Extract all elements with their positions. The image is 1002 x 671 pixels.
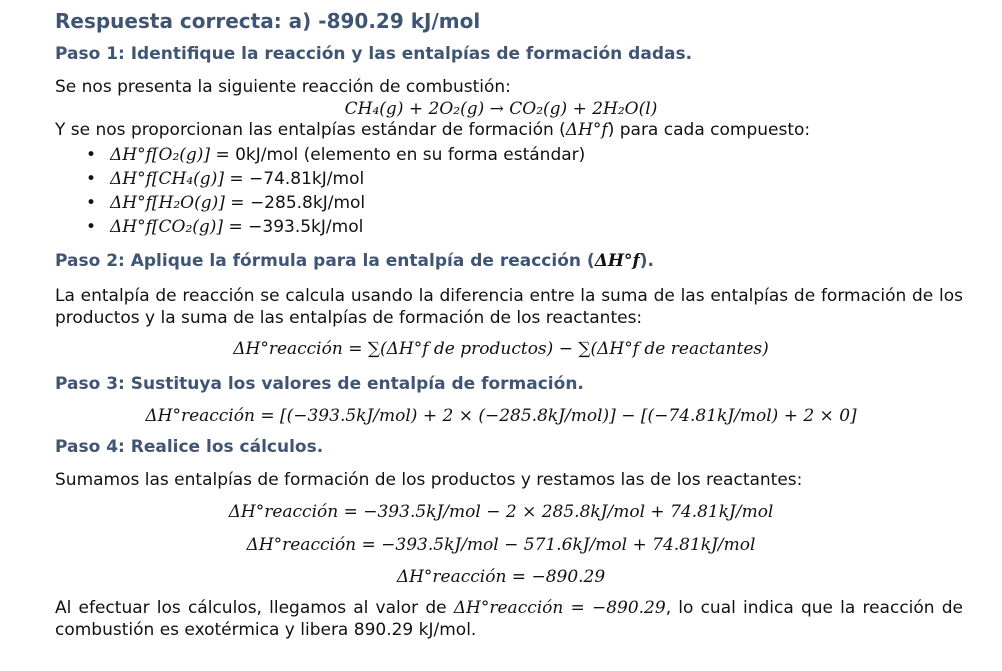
list-item [86,193,365,213]
enthalpy-formula: ΔH°reacción = ∑(ΔH°f de productos) − ∑(ΔH°f de reactantes) [233,339,769,359]
enthalpy-value: = −393.5kJ/mol [223,217,364,237]
combustion-reaction: CH₄(g) + 2O₂(g) → CO₂(g) + 2H₂O(l) [344,99,658,119]
enthalpy-symbol: ΔH°f[H₂O(g)] [110,193,225,213]
step1-intro: Se nos presenta la siguiente reacción de combustión: [55,77,511,97]
list-item [86,145,585,165]
step2-paragraph: La entalpía de reacción se calcula usando la diferencia entre la suma de las entalpías de formación de los productos y la suma de las entalpías de formación de los reactantes: [55,286,963,328]
given-intro-symbol: ΔH°f [565,120,608,140]
bullet-icon: • [86,145,97,165]
step4-intro: Sumamos las entalpías de formación de los productos y restamos las de los reactantes: [55,470,803,490]
bullet-icon: • [86,193,97,213]
enthalpy-value: = −74.81kJ/mol [223,169,365,189]
step2-heading-text-b: ). [639,251,654,271]
calculation-result: ΔH°reacción = −890.29 [396,567,606,587]
list-item [86,169,364,189]
given-intro [55,120,810,140]
calculation-line-2: ΔH°reacción = −393.5kJ/mol − 571.6kJ/mol + 74.81kJ/mol [246,535,756,555]
calculation-line-1: ΔH°reacción = −393.5kJ/mol − 2 × 285.8kJ/mol + 74.81kJ/mol [228,502,774,522]
enthalpy-symbol: ΔH°f[CH₄(g)] [110,169,224,189]
step2-heading-text-a: Paso 2: Aplique la fórmula para la entalpía de reacción ( [55,251,595,271]
conclusion-symbol: ΔH°reacción = −890.29 [453,598,666,618]
step2-heading-symbol: ΔH°f [594,251,640,271]
conclusion-paragraph [55,597,963,641]
bullet-icon: • [86,169,97,189]
given-intro-text-b: ) para cada compuesto: [607,120,811,140]
bullet-icon: • [86,217,97,237]
enthalpy-value: = 0kJ/mol (elemento en su forma estándar) [210,145,586,165]
enthalpy-value: = −285.8kJ/mol [224,193,366,213]
enthalpy-symbol: ΔH°f[CO₂(g)] [110,217,224,237]
answer-title: Respuesta correcta: a) -890.29 kJ/mol [55,9,481,33]
list-item [86,217,363,237]
step3-heading: Paso 3: Sustituya los valores de entalpía de formación. [55,374,584,394]
substitution-formula: ΔH°reacción = [(−393.5kJ/mol) + 2 × (−285.8kJ/mol)] − [(−74.81kJ/mol) + 2 × 0] [145,406,857,426]
given-intro-text-a: Y se nos proporcionan las entalpías estándar de formación ( [55,120,566,140]
conclusion-text-b: , lo cual indica que la reacción de combustión es exotérmica y libera 890.29 kJ/mol. [55,598,963,640]
step4-heading: Paso 4: Realice los cálculos. [55,437,324,457]
enthalpy-symbol: ΔH°f[O₂(g)] [110,145,211,165]
step2-heading [55,251,654,271]
step1-heading: Paso 1: Identifique la reacción y las entalpías de formación dadas. [55,44,693,64]
conclusion-text-a: Al efectuar los cálculos, llegamos al valor de [55,598,454,618]
